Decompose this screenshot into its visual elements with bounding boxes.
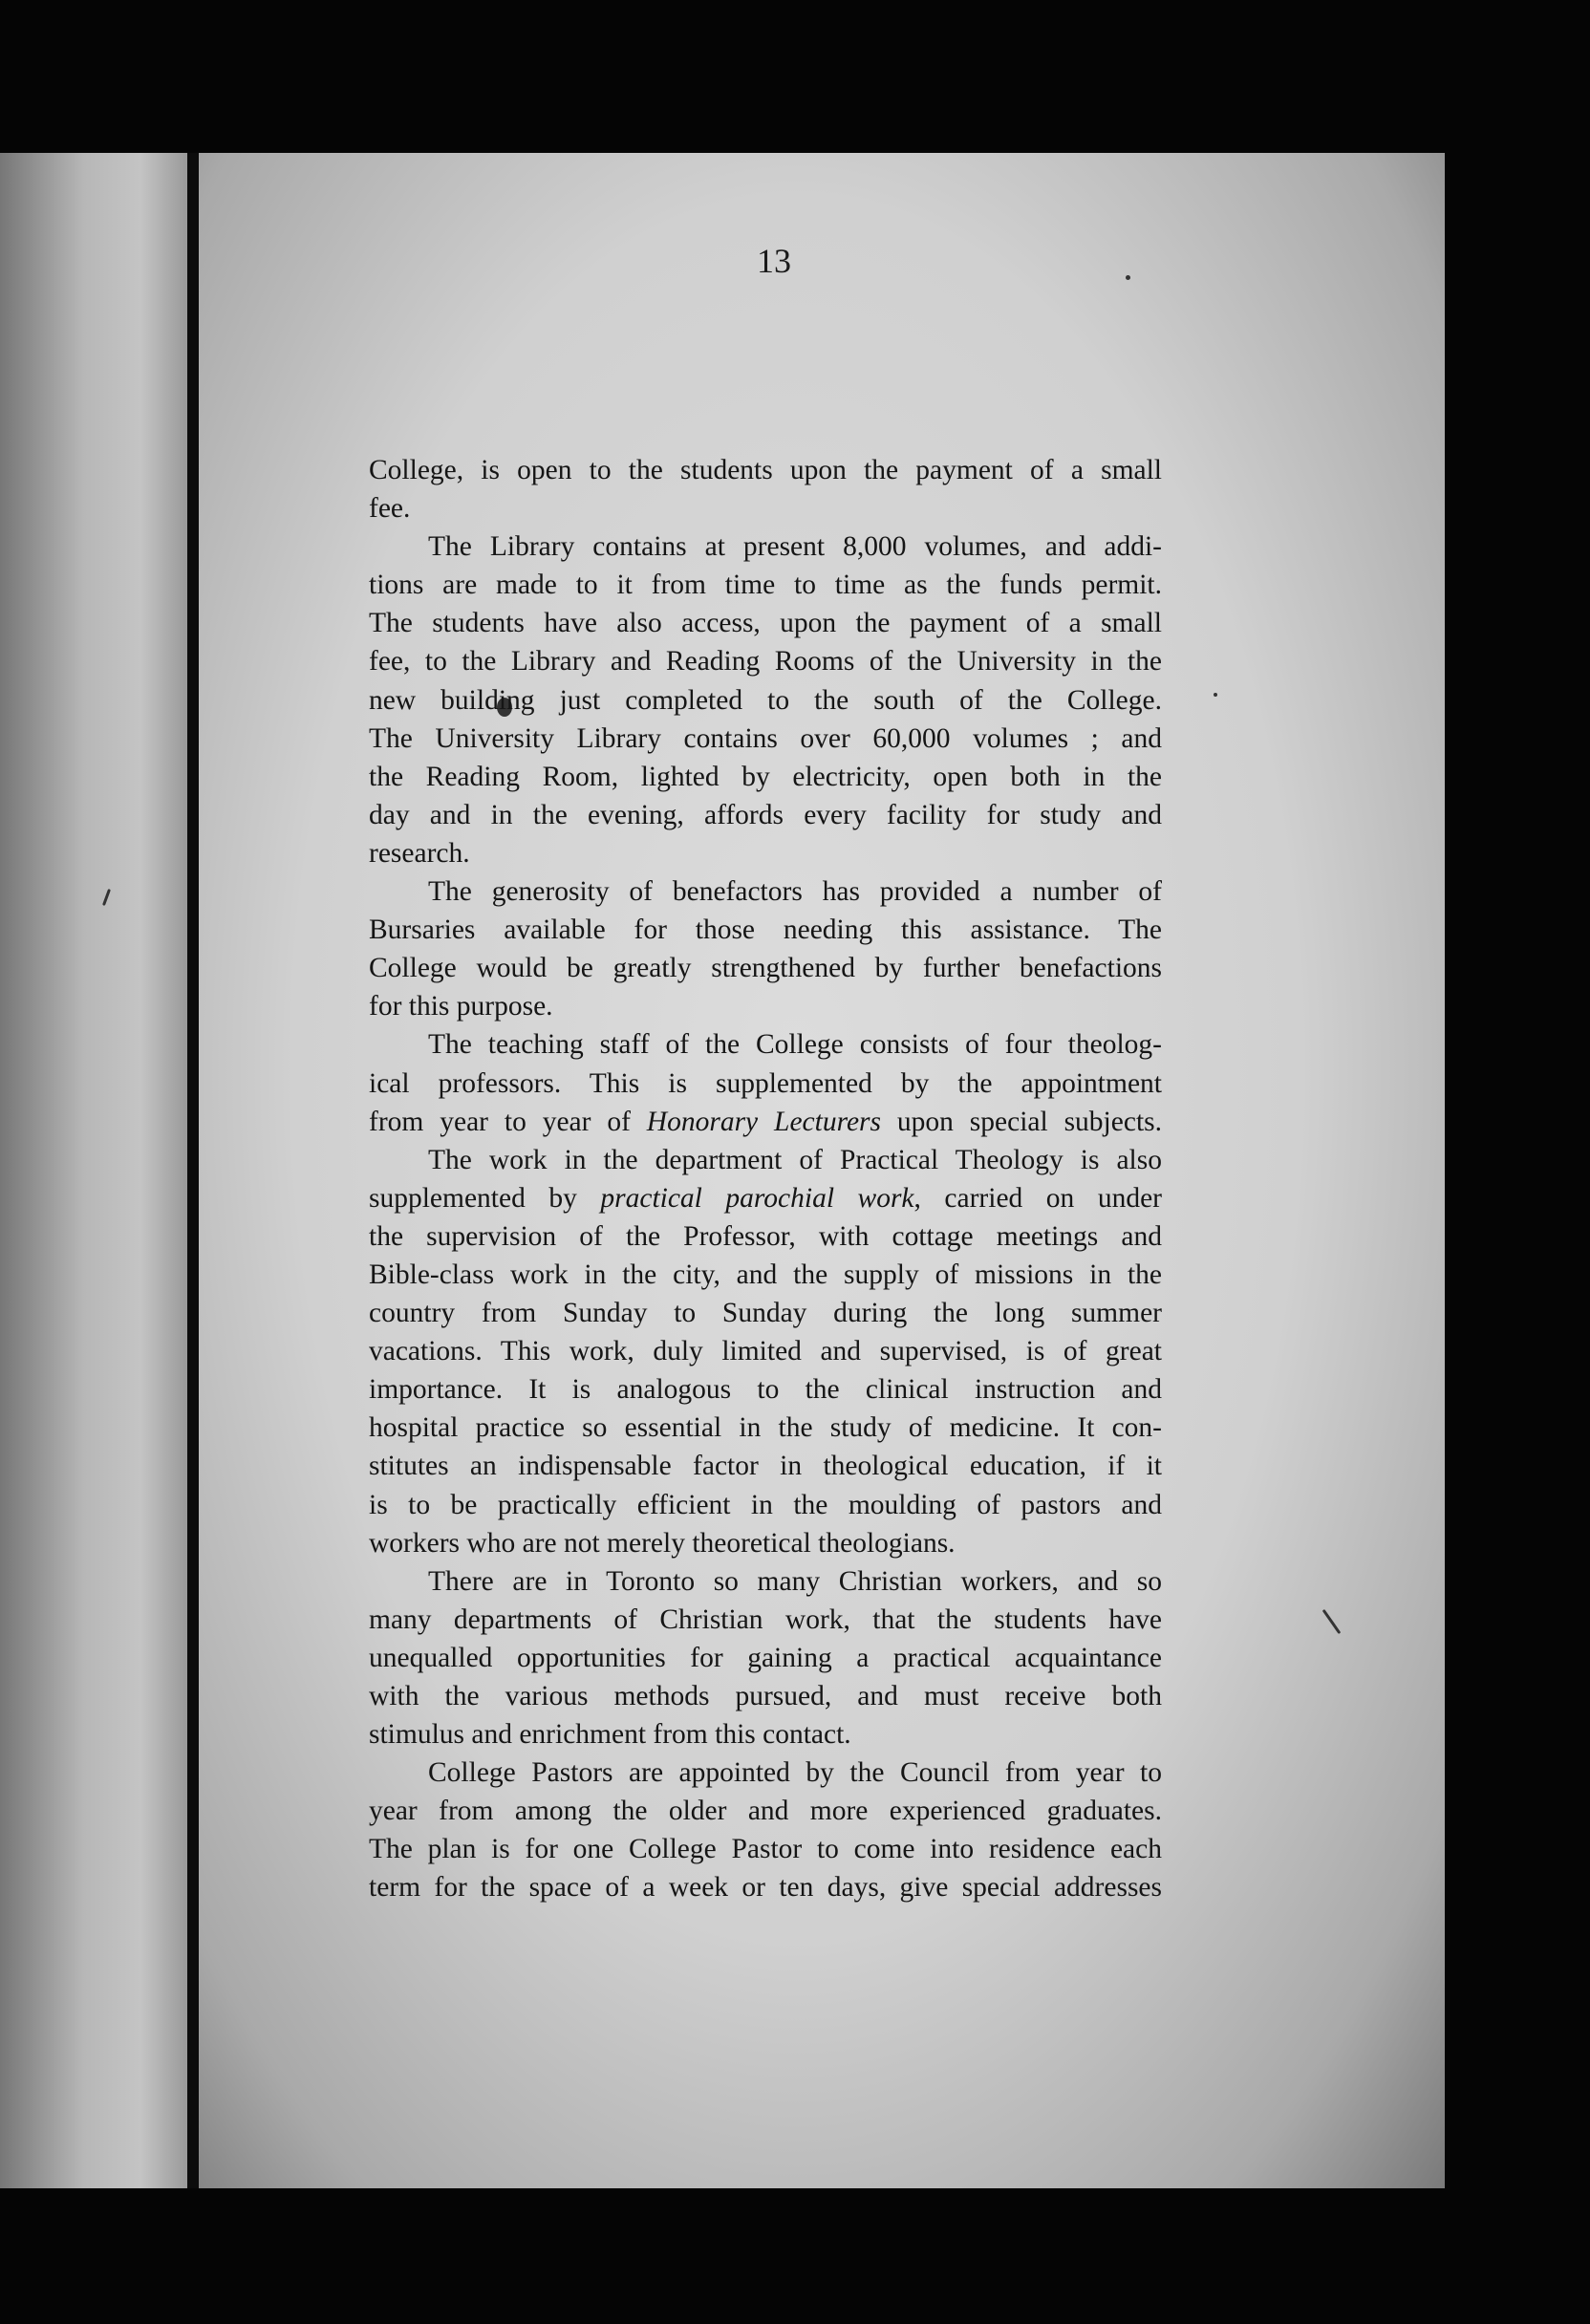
text-line: hospital practice so essential in the study of medicine. It con- (369, 1412, 1162, 1444)
text-line: workers who are not merely theoretical theologians. (369, 1527, 956, 1559)
text-line: The University Library contains over 60,000 volumes ; and (369, 722, 1162, 754)
body-text (369, 451, 1162, 1907)
text-line: term for the space of a week or ten days, give special addresses (369, 1872, 1162, 1904)
text-segment: , carried on under (913, 1182, 1162, 1214)
text-line: There are in Toronto so many Christian workers, and so (428, 1565, 1162, 1597)
text-line: fee, to the Library and Reading Rooms of the University in the (369, 646, 1162, 678)
page-number: 13 (757, 242, 791, 280)
italic-phrase: practical parochial work (600, 1182, 914, 1214)
text-line: fee. (369, 493, 411, 525)
text-line: stitutes an indispensable factor in theological education, if it (369, 1451, 1162, 1482)
dust-speck (1214, 693, 1217, 697)
text-line: with the various methods pursued, and must receive both (369, 1681, 1162, 1711)
text-line: the Reading Room, lighted by electricity, open both in the (369, 761, 1162, 792)
dust-speck (1126, 275, 1130, 280)
text-line: The teaching staff of the College consists of four theolog- (428, 1029, 1162, 1061)
italic-phrase: Honorary Lecturers (646, 1106, 882, 1137)
text-line: The generosity of benefactors has provided a number of (428, 876, 1162, 908)
text-line: stimulus and enrichment from this contact. (369, 1719, 851, 1751)
text-segment: supplemented by (369, 1182, 601, 1214)
text-line: The plan is for one College Pastor to come into residence each (369, 1834, 1162, 1865)
text-line: The students have also access, upon the payment of a small (369, 608, 1162, 639)
text-line (369, 1179, 1162, 1217)
text-line: College would be greatly strengthened by further benefactions (369, 953, 1162, 984)
text-line: year from among the older and more experienced graduates. (369, 1796, 1162, 1827)
text-line (369, 1103, 1162, 1141)
text-line: research. (369, 837, 470, 869)
text-line: many departments of Christian work, that the students have (369, 1603, 1162, 1635)
text-line: Bursaries available for those needing this assistance. The (369, 915, 1162, 946)
text-line: the supervision of the Professor, with cottage meetings and (369, 1220, 1162, 1252)
book-gutter (187, 153, 199, 2188)
text-line: vacations. This work, duly limited and supervised, is of great (369, 1336, 1162, 1367)
text-line: day and in the evening, affords every facility for study and (369, 799, 1162, 830)
text-line: College, is open to the students upon the payment of a small (369, 455, 1162, 485)
text-line: Bible-class work in the city, and the supply of missions in the (369, 1259, 1162, 1290)
text-line: country from Sunday to Sunday during the long summer (369, 1298, 1162, 1329)
text-line: for this purpose. (369, 991, 553, 1022)
text-line: The work in the department of Practical Theology is also (428, 1144, 1162, 1175)
text-segment: from year to year of (369, 1106, 647, 1137)
text-line: ical professors. This is supplemented by the appointment (369, 1067, 1162, 1099)
text-line: College Pastors are appointed by the Council from year to (428, 1757, 1162, 1789)
text-line: new building just completed to the south of the College. (369, 684, 1162, 716)
text-line: tions are made to it from time to time as the funds permit. (369, 570, 1162, 601)
facing-page-edge (0, 153, 187, 2188)
text-segment: upon special subjects. (881, 1106, 1162, 1137)
text-line: importance. It is analogous to the clinical instruction and (369, 1374, 1162, 1406)
text-line: is to be practically efficient in the moulding of pastors and (369, 1489, 1162, 1520)
text-line: unequalled opportunities for gaining a practical acquaintance (369, 1642, 1162, 1673)
text-line: The Library contains at present 8,000 volumes, and addi- (428, 531, 1162, 563)
